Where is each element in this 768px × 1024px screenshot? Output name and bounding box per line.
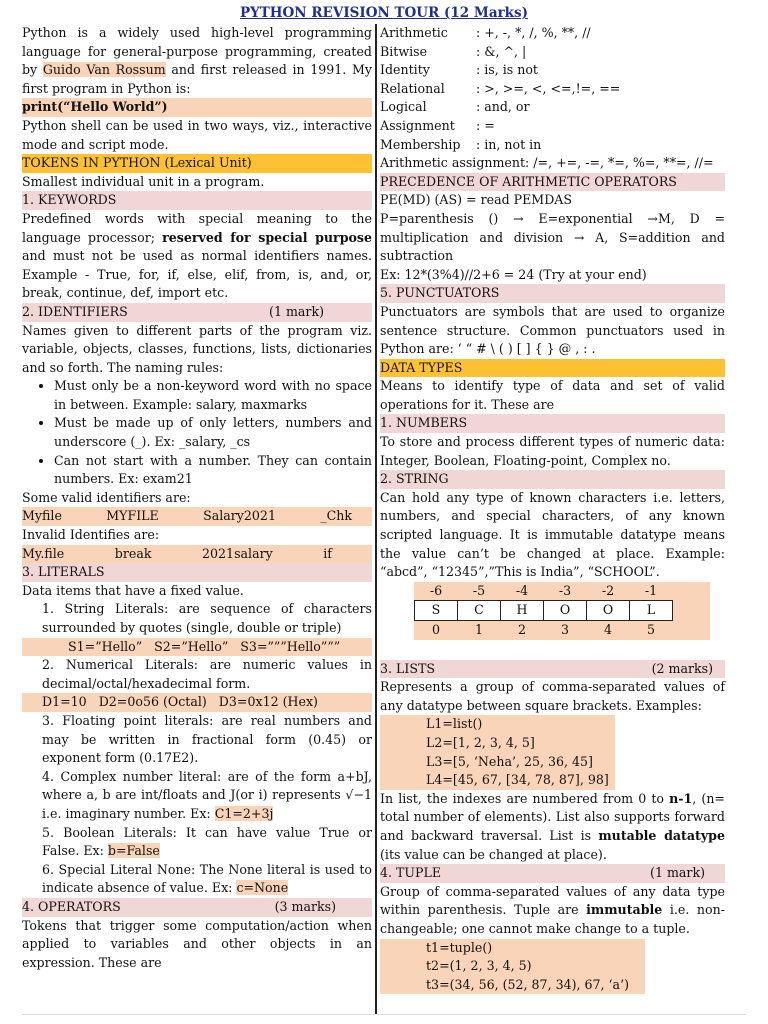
string-index-table bbox=[414, 582, 710, 640]
string-heading: 2. STRING bbox=[380, 470, 725, 489]
valid-identifiers-label: Some valid identifiers are: bbox=[22, 489, 191, 505]
operator-row: Arithmetic : +, -, *, /, %, **, // bbox=[380, 25, 591, 40]
lists-heading: 3. LISTS (2 marks) bbox=[380, 660, 725, 679]
float-literals: 3. Floating point literals: are real numbers and may be written in fractional form (0.45) or exponent form (0.17E2). bbox=[42, 712, 372, 766]
operator-row: Membership : in, not in bbox=[380, 136, 542, 152]
punctuators-definition: Punctuators are symbols that are used to organize sentence structure. Common punctuators used in Python are: ‘ “ # \ ( ) [ ] { } @ , : . bbox=[380, 303, 725, 357]
code-line: L4=[45, 67, [34, 78, 87], 98] bbox=[426, 772, 609, 788]
datatypes-definition: Means to identify type of data and set of valid operations for it. These are bbox=[380, 378, 725, 412]
operators-definition: Tokens that trigger some computation/action when applied to variables and other objects in an expression. These are bbox=[22, 917, 372, 970]
lists-note: In list, the indexes are numbered from 0 to n-1, (n= total number of elements). List also supports forward and backward traversal. List is mutable datatype (its value can be changed at place). bbox=[380, 790, 725, 862]
pemdas-explanation: P=parenthesis () → E=exponential →M, D = multiplication and division → A, S=addition and subtraction bbox=[380, 210, 725, 264]
literals-heading: 3. LITERALS bbox=[22, 563, 372, 582]
numerical-literals: 2. Numerical Literals: are numeric values in decimal/octal/hexadecimal form. bbox=[42, 657, 372, 691]
invalid-identifiers-row: My.file break 2021salary if bbox=[22, 545, 372, 564]
valid-identifiers-row: Myfile MYFILE Salary2021 _Chk bbox=[22, 507, 372, 526]
table-cell: S bbox=[415, 601, 458, 621]
column-divider bbox=[375, 24, 377, 1014]
none-literal: 6. Special Literal None: The None literal is used to indicate absence of value. Ex: c=None bbox=[42, 861, 372, 896]
operator-row: Assignment : = bbox=[380, 117, 495, 133]
right-column bbox=[380, 24, 725, 994]
numerical-literals-example: D1=10 D2=0o56 (Octal) D3=0x12 (Hex) bbox=[22, 693, 372, 712]
table-cell: -3 bbox=[558, 582, 572, 598]
punctuators-heading: 5. PUNCTUATORS bbox=[380, 284, 725, 303]
intro-paragraph: Python is a widely used high-level programming language for general-purpose programming, created by Guido Van Rossum and first released in 1991. My first program in Python is: bbox=[22, 25, 372, 96]
tuple-code-block bbox=[380, 939, 645, 995]
string-literals-example: S1=”Hello” S2=”Hello” S3=”””Hello””” bbox=[22, 638, 372, 657]
characters-row bbox=[415, 601, 673, 621]
identifiers-definition: Names given to different parts of the program viz. variable, objects, classes, functions, lists, dictionaries and so forth. The naming rules: bbox=[22, 322, 372, 375]
table-cell: 0 bbox=[431, 622, 440, 637]
keywords-heading: 1. KEYWORDS bbox=[22, 191, 372, 210]
code-line: L3=[5, ‘Neha’, 25, 36, 45] bbox=[426, 753, 593, 769]
operator-row: Logical : and, or bbox=[380, 99, 530, 115]
operator-row: Relational : >, >=, <, <=,!=, == bbox=[380, 80, 621, 96]
operator-row: Bitwise : &, ^, | bbox=[380, 43, 527, 59]
lists-definition: Represents a group of comma-separated values of any datatype between square brackets. Examples: bbox=[380, 679, 725, 713]
table-cell: 3 bbox=[560, 622, 569, 637]
table-cell: C bbox=[458, 601, 501, 621]
bottom-rule bbox=[22, 1014, 746, 1015]
table-cell: -2 bbox=[601, 582, 615, 598]
code-line: L1=list() bbox=[426, 716, 483, 732]
hello-world-code: print(“Hello World”) bbox=[22, 98, 372, 117]
code-line: t3=(34, 56, (52, 87, 34), 67, ‘a’) bbox=[426, 976, 629, 992]
table-cell: O bbox=[587, 601, 630, 621]
identifiers-heading: 2. IDENTIFIERS (1 mark) bbox=[22, 303, 372, 322]
table-cell: -5 bbox=[472, 582, 486, 598]
tokens-definition: Smallest individual unit in a program. bbox=[22, 173, 265, 189]
table-cell: 5 bbox=[646, 622, 655, 637]
table-cell: -1 bbox=[644, 582, 658, 598]
complex-literals: 4. Complex number literal: are of the form a+bJ, where a, b are int/floats and J(or i) represents √−1 i.e. imaginary number. Ex: C1=2+3j bbox=[42, 768, 372, 821]
table-cell: -6 bbox=[429, 582, 443, 598]
precedence-heading: PRECEDENCE OF ARITHMETIC OPERATORS bbox=[380, 173, 725, 192]
code-line: t2=(1, 2, 3, 4, 5) bbox=[426, 958, 532, 974]
list-item: • Can not start with a number. They can contain numbers. Ex: exam21 bbox=[54, 452, 372, 489]
table-cell: H bbox=[501, 601, 544, 621]
table-cell: L bbox=[630, 601, 673, 621]
naming-rules-list bbox=[22, 377, 372, 489]
pemdas-example: Ex: 12*(3%4)//2+6 = 24 (Try at your end) bbox=[380, 266, 647, 282]
string-literals: 1. String Literals: are sequence of characters surrounded by quotes (single, double or triple) bbox=[42, 601, 372, 635]
table-cell: 2 bbox=[517, 622, 526, 637]
tokens-heading: TOKENS IN PYTHON (Lexical Unit) bbox=[22, 154, 372, 173]
table-cell: -4 bbox=[515, 582, 529, 598]
positive-index-row bbox=[415, 621, 673, 640]
table-cell: 1 bbox=[474, 622, 483, 637]
list-item: • Must be made up of only letters, numbers and underscore (_). Ex: _salary, _cs bbox=[54, 414, 372, 451]
operators-heading: 4. OPERATORS (3 marks) bbox=[22, 898, 372, 917]
code-line: t1=tuple() bbox=[426, 939, 493, 955]
operators-table bbox=[380, 24, 725, 154]
numbers-heading: 1. NUMBERS bbox=[380, 414, 725, 433]
boolean-literals: 5. Boolean Literals: It can have value True or False. Ex: b=False bbox=[42, 824, 372, 859]
lists-code-block bbox=[380, 715, 615, 789]
arithmetic-assignment: Arithmetic assignment: /=, +=, -=, *=, %=, **=, //= bbox=[380, 155, 714, 171]
pemdas-line: PE(MD) (AS) = read PEMDAS bbox=[380, 192, 573, 208]
invalid-identifiers-label: Invalid Identifies are: bbox=[22, 527, 160, 543]
author-name: Guido Van Rossum bbox=[42, 62, 166, 78]
left-column bbox=[22, 24, 372, 972]
numbers-definition: To store and process different types of numeric data: Integer, Boolean, Floating-point, Complex no. bbox=[380, 434, 725, 468]
operator-row: Identity : is, is not bbox=[380, 62, 538, 78]
string-definition: Can hold any type of known characters i.e. letters, numbers, and special characters, of any known scripted language. It is immutable datatype means the value can’t be changed at place. Example: “abcd”, “12345”,”This is India”, “SCHOOL”. bbox=[380, 489, 725, 580]
datatypes-heading: DATA TYPES bbox=[380, 359, 725, 378]
table-cell: O bbox=[544, 601, 587, 621]
negative-index-row bbox=[415, 582, 673, 601]
keywords-paragraph: Predefined words with special meaning to the language processor; reserved for special purpose and must not be used as normal identifiers names. Example - True, for, if, else, elif, from, is, and, or, break, continue, def, import etc. bbox=[22, 210, 373, 301]
tuple-definition: Group of comma-separated values of any data type within parenthesis. Tuple are immutable i.e. non-changeable; one cannot make change to a tuple. bbox=[380, 883, 725, 936]
shell-paragraph: Python shell can be used in two ways, viz., interactive mode and script mode. bbox=[22, 117, 372, 152]
table-cell: 4 bbox=[603, 622, 612, 637]
list-item: • Must only be a non-keyword word with no space in between. Example: salary, maxmarks bbox=[54, 377, 372, 414]
page-title: PYTHON REVISION TOUR (12 Marks) bbox=[239, 5, 529, 21]
code-line: L2=[1, 2, 3, 4, 5] bbox=[426, 734, 535, 750]
literals-definition: Data items that have a fixed value. bbox=[22, 582, 244, 598]
tuple-heading: 4. TUPLE (1 mark) bbox=[380, 864, 725, 883]
